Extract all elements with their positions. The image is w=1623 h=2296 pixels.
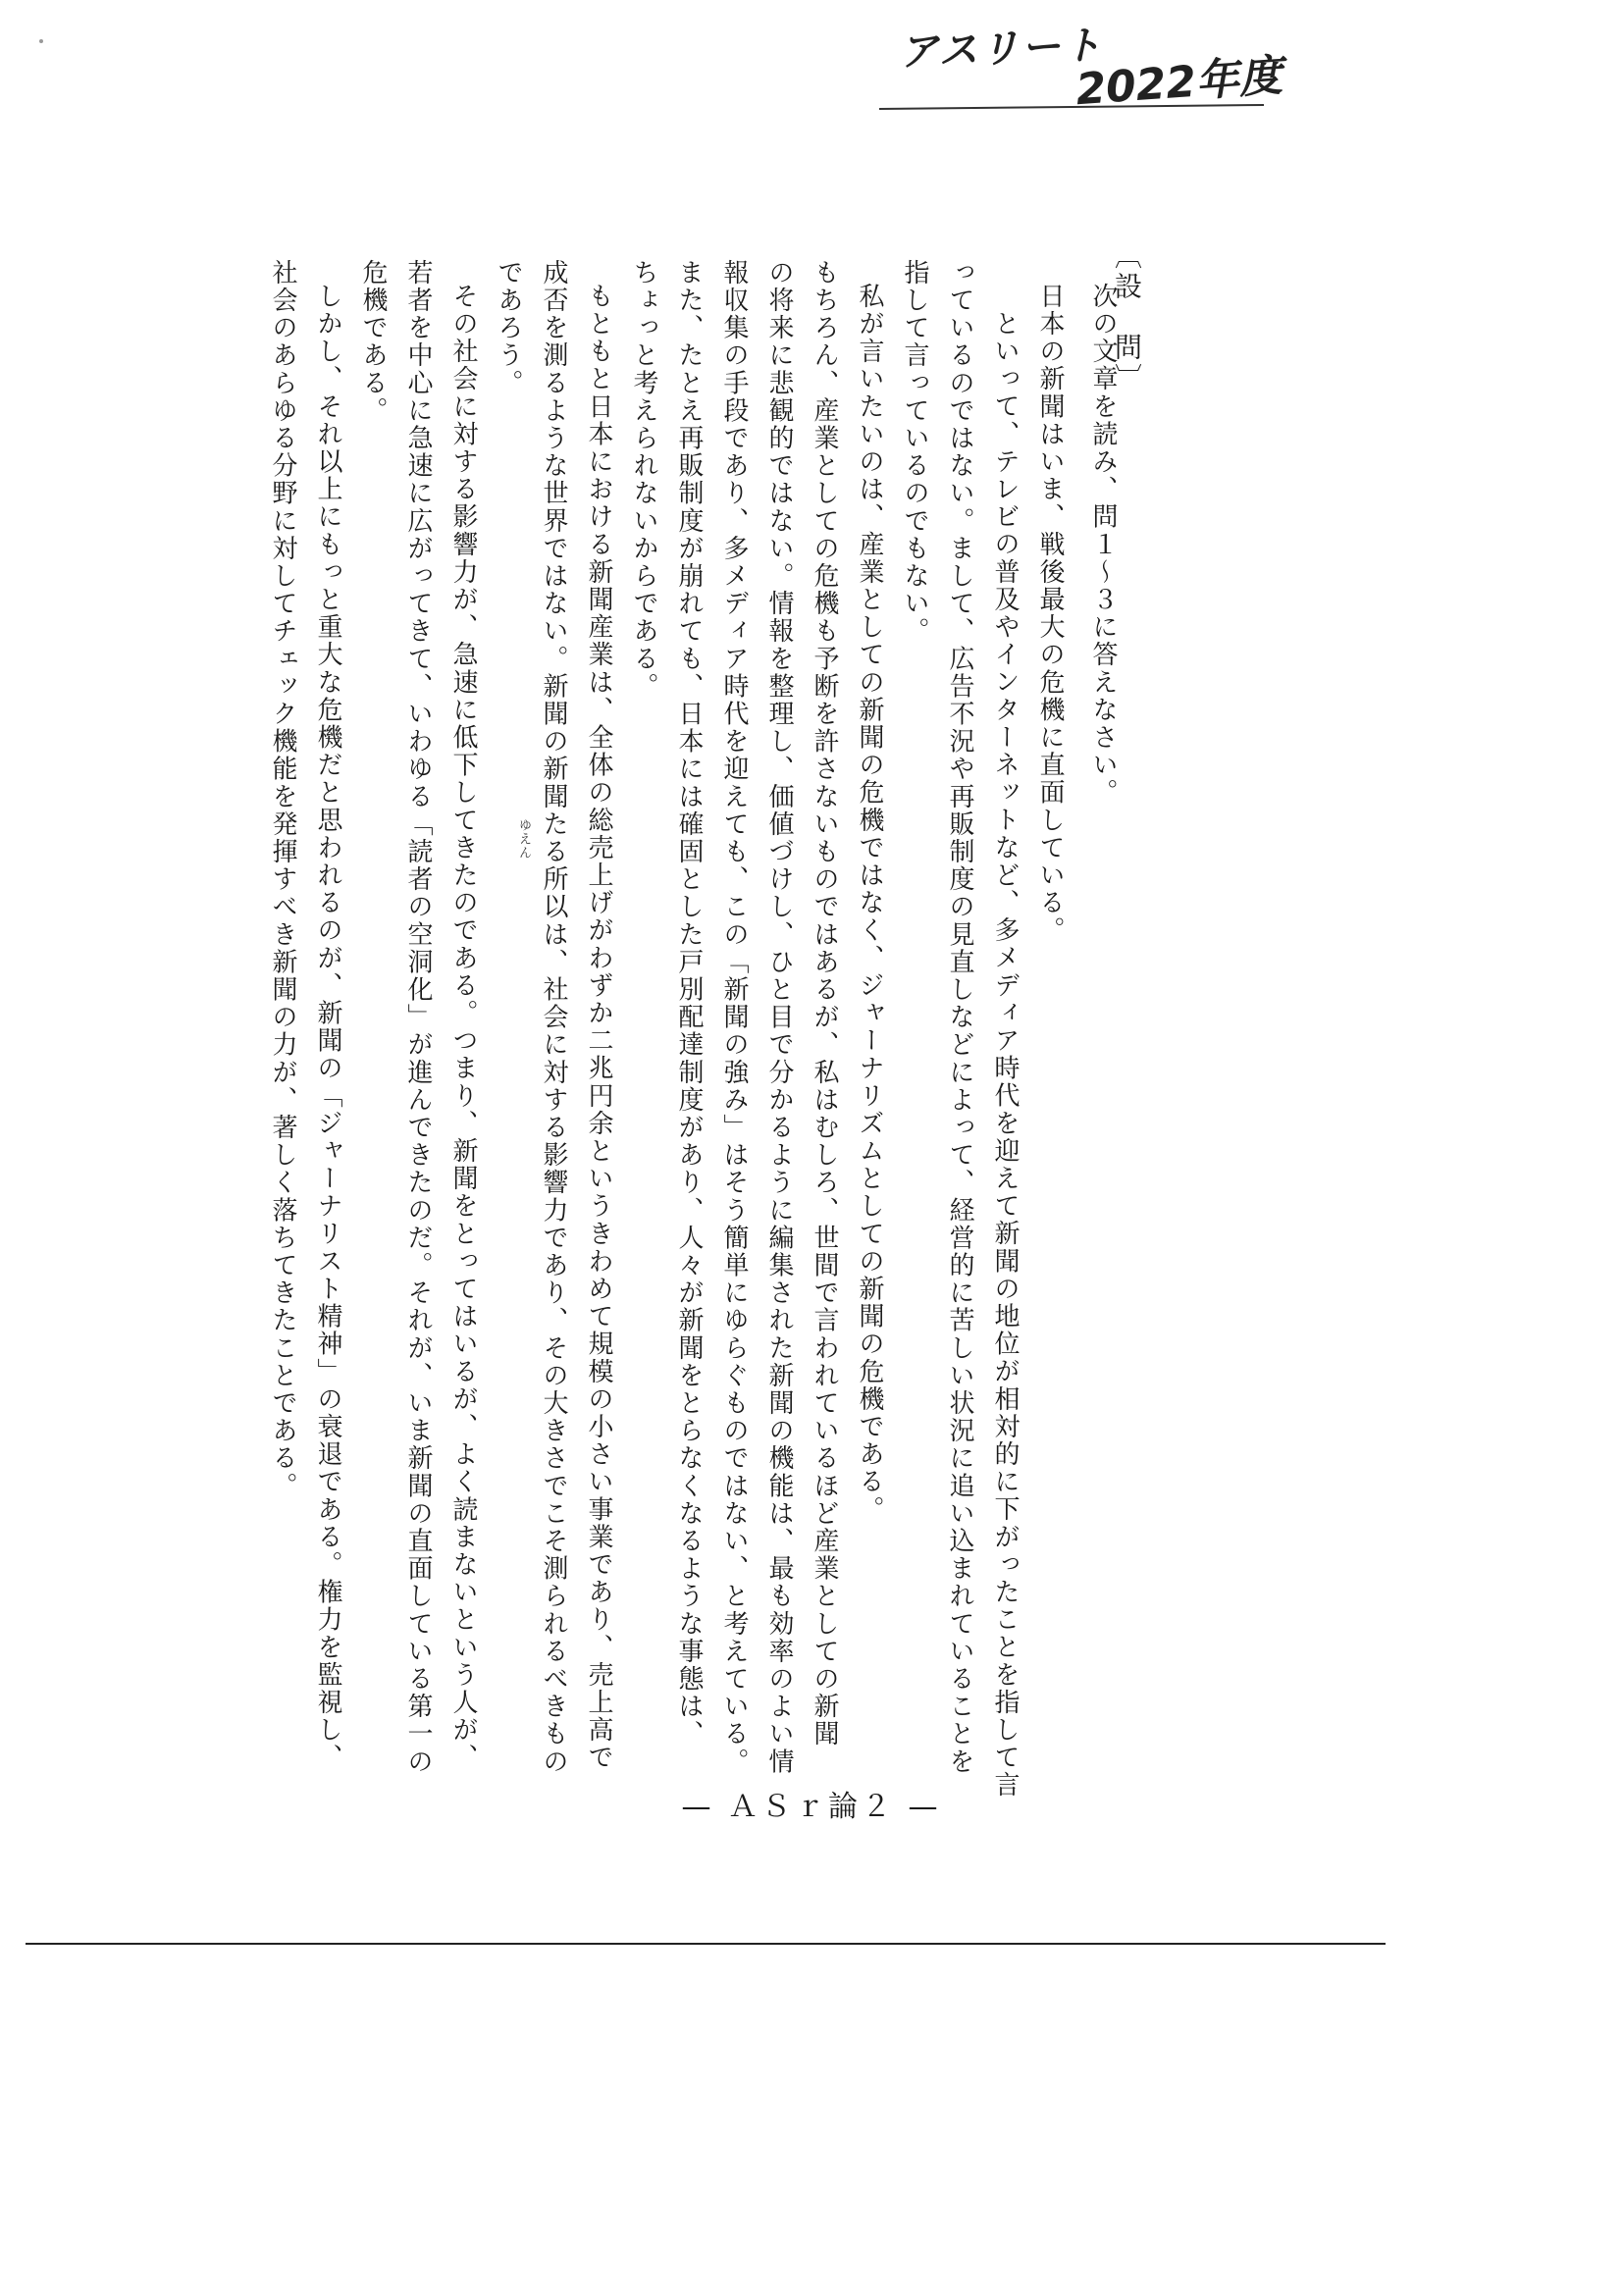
- text-column-17: しかし、それ以上にもっと重大な危機だと思われるのが、新聞の「ジャーナリスト精神」の衰退である。権力を監視し、: [313, 283, 342, 1772]
- text-column-2: といって、テレビの普及やインターネットなど、多メディア時代を迎えて新聞の地位が相対的に下がったことを指して言: [990, 310, 1020, 1800]
- instruction-text: 次の文章を読み、問１〜３に答えなさい。: [1088, 283, 1118, 807]
- text-column-13: であろう。: [494, 259, 523, 397]
- text-column-6: もちろん、産業としての危機も予断を許さないものではあるが、私はむしろ、世間で言われているほど産業としての新聞: [810, 259, 839, 1748]
- handwritten-name: アスリート: [898, 23, 1105, 76]
- handwritten-year: 2022年度: [1073, 50, 1284, 116]
- text-column-14: その社会に対する影響力が、急速に低下してきたのである。つまり、新聞をとってはいるが、よく読まないという人が、: [448, 283, 478, 1772]
- text-column-7: の将来に悲観的ではない。情報を整理し、価値づけし、ひと目で分かるように編集された新聞の機能は、最も効率のよい情: [764, 259, 794, 1776]
- ruby-annotation: ゆえん: [516, 818, 531, 860]
- text-column-18: 社会のあらゆる分野に対してチェック機能を発揮すべき新聞の力が、著しく落ちてきたことである。: [268, 259, 297, 1500]
- text-column-9: また、たとえ再販制度が崩れても、日本には確固とした戸別配達制度があり、人々が新聞をとらなくなるような事態は、: [674, 259, 704, 1748]
- text-column-12: 成否を測るような世界ではない。新聞の新聞たる所以は、社会に対する影響力であり、その大きさでこそ測られるべきもの: [539, 259, 568, 1776]
- text-column-11: もともと日本における新聞産業は、全体の総売上げがわずか二兆円余というきわめて規模の小さい事業であり、売上高で: [584, 283, 613, 1772]
- page-number: — ＡＳｒ論２ —: [681, 1790, 942, 1824]
- section-header: 〔設 問〕: [1111, 241, 1143, 393]
- text-column-10: ちょっと考えられないからである。: [629, 259, 658, 701]
- text-column-8: 報収集の手段であり、多メディア時代を迎えても、この「新聞の強み」はそう簡単にゆらぐものではない、と考えている。: [719, 259, 749, 1776]
- text-column-15: 若者を中心に急速に広がってきて、いわゆる「読者の空洞化」が進んできたのだ。それが、いま新聞の直面している第一の: [403, 259, 433, 1776]
- text-column-1: 日本の新聞はいま、戦後最大の危機に直面している。: [1035, 283, 1065, 945]
- text-column-4: 指して言っているのでもない。: [900, 259, 929, 646]
- text-column-5: 私が言いたいのは、産業としての新聞の危機ではなく、ジャーナリズムとしての新聞の危機である。: [855, 283, 884, 1524]
- text-column-3: っているのではない。まして、広告不況や再販制度の見直しなどによって、経営的に苦しい状況に追い込まれていることを: [945, 259, 974, 1776]
- footer-rule: [26, 1943, 1386, 1945]
- text-column-16: 危機である。: [358, 259, 388, 425]
- scan-speck: [39, 39, 43, 43]
